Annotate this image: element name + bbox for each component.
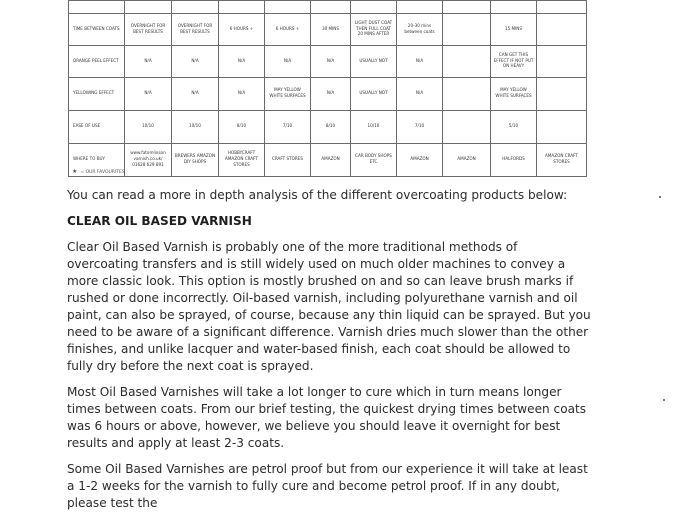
table-cell: N/A <box>219 46 265 78</box>
table-cell <box>69 1 125 14</box>
table-cell <box>443 46 491 78</box>
table-cell: 5/10 <box>491 111 537 144</box>
table-row <box>69 78 587 111</box>
row-header: WHERE TO BUY <box>69 144 125 177</box>
table-cell: 7/10 <box>397 111 443 144</box>
table-cell: N/A <box>172 46 219 78</box>
table-cell: N/A <box>219 78 265 111</box>
table-cell: OVERNIGHT FOR BEST RESULTS <box>125 14 172 46</box>
comparison-table-body <box>69 1 587 177</box>
favourites-legend <box>72 168 125 175</box>
table-cell: CAN GET THIS EFFECT IF NOT PUT ON HEAVY <box>491 46 537 78</box>
table-cell: AMAZON <box>397 144 443 177</box>
scan-mark <box>659 196 661 198</box>
table-cell: MAY YELLOW WHITE SURFACES <box>491 78 537 111</box>
table-cell: CAR BODY SHOPS ETC <box>351 144 397 177</box>
table-cell <box>443 14 491 46</box>
row-header: YELLOWING EFFECT <box>69 78 125 111</box>
table-cell: HALFORDS <box>491 144 537 177</box>
comparison-table <box>68 0 587 177</box>
table-cell <box>172 1 219 14</box>
paragraph-3: Some Oil Based Varnishes are petrol proof but from our experience it will take at least a 1-2 weeks for the varnish to fully cure and become petrol proof. If in any doubt, please test the <box>67 462 588 510</box>
table-cell <box>311 1 351 14</box>
table-cell: 8/10 <box>219 111 265 144</box>
table-cell <box>351 1 397 14</box>
table-cell <box>443 1 491 14</box>
table-cell: MAY YELLOW WHITE SURFACES <box>265 78 311 111</box>
table-cell: AMAZON <box>443 144 491 177</box>
table-cell: USUALLY NOT <box>351 78 397 111</box>
table-row <box>69 111 587 144</box>
table-cell: N/A <box>397 78 443 111</box>
row-header: ORANGE PEEL EFFECT <box>69 46 125 78</box>
row-header: EASE OF USE <box>69 111 125 144</box>
table-cell <box>537 14 587 46</box>
table-cell <box>537 46 587 78</box>
table-cell: AMAZON CRAFT STORES <box>537 144 587 177</box>
table-cell: N/A <box>397 46 443 78</box>
table-cell: 10/10 <box>351 111 397 144</box>
table-cell: BREWERS AMAZON DIY SHOPS <box>172 144 219 177</box>
table-cell <box>537 1 587 14</box>
article-body <box>67 187 592 521</box>
table-cell: 8/10 <box>311 111 351 144</box>
table-cell: N/A <box>265 46 311 78</box>
table-cell: N/A <box>311 78 351 111</box>
table-cell: CRAFT STORES <box>265 144 311 177</box>
row-header: TIME BETWEEN COATS <box>69 14 125 46</box>
table-cell: 30 MINS <box>311 14 351 46</box>
paragraph-2: Most Oil Based Varnishes will take a lot longer to cure which in turn means longer times between coats. From our brief testing, the quickest drying times between coats was 6 hours or above, however, we believe you should leave it overnight for best results and apply at least 2-3 coats. <box>67 385 587 450</box>
table-cell <box>537 78 587 111</box>
table-cell: 7/10 <box>265 111 311 144</box>
table-cell <box>491 1 537 14</box>
table-cell <box>397 1 443 14</box>
table-cell: N/A <box>311 46 351 78</box>
table-cell: LIGHT DUST COAT THEN FULL COAT 20 MINS AFTER <box>351 14 397 46</box>
paragraph-1: Clear Oil Based Varnish is probably one of the more traditional methods of overcoating transfers and is still widely used on much older machines to convey a more classic look. This option is mostly brushed on and so can leave brush marks if rushed or done incorrectly. Oil-based varnish, including polyurethane varnish and oil paint, can also be sprayed, of course, because any thin liquid can be sprayed. But you need to be aware of a significant difference. Varnish dries much slower than the other finishes, and unlike lacquer and water-based finish, each coat should be allowed to fully dry before the next coat is sprayed. <box>67 240 591 373</box>
table-cell: AMAZON <box>311 144 351 177</box>
table-cell <box>443 78 491 111</box>
table-cell: 20-30 mins between coats <box>397 14 443 46</box>
table-cell <box>443 111 491 144</box>
table-cell: OVERNIGHT FOR BEST RESULTS <box>172 14 219 46</box>
comparison-table-wrapper <box>68 0 586 177</box>
table-cell: www.fatomlinson varnish.co.uk/ 01628 629 891 <box>125 144 172 177</box>
table-cell: HOBBYCRAFT AMAZON CRAFT STORES <box>219 144 265 177</box>
table-cell: N/A <box>125 46 172 78</box>
favourites-note: = OUR FAVOURITES <box>80 170 125 175</box>
scan-mark <box>663 399 665 401</box>
table-row-top <box>69 1 587 14</box>
intro-paragraph: You can read a more in depth analysis of the different overcoating products below: <box>67 188 568 202</box>
star-icon: ★ <box>72 168 78 175</box>
table-cell <box>537 111 587 144</box>
table-cell <box>265 1 311 14</box>
table-cell: 15 MINS <box>491 14 537 46</box>
table-cell: 10/10 <box>125 111 172 144</box>
table-cell: USUALLY NOT <box>351 46 397 78</box>
table-cell: N/A <box>125 78 172 111</box>
table-cell <box>125 1 172 14</box>
table-cell: N/A <box>172 78 219 111</box>
table-cell <box>219 1 265 14</box>
table-cell: 6 HOURS + <box>219 14 265 46</box>
table-row <box>69 46 587 78</box>
table-cell: 10/10 <box>172 111 219 144</box>
section-heading: CLEAR OIL BASED VARNISH <box>67 214 252 228</box>
table-row <box>69 14 587 46</box>
table-cell: 6 HOURS + <box>265 14 311 46</box>
table-row <box>69 144 587 177</box>
